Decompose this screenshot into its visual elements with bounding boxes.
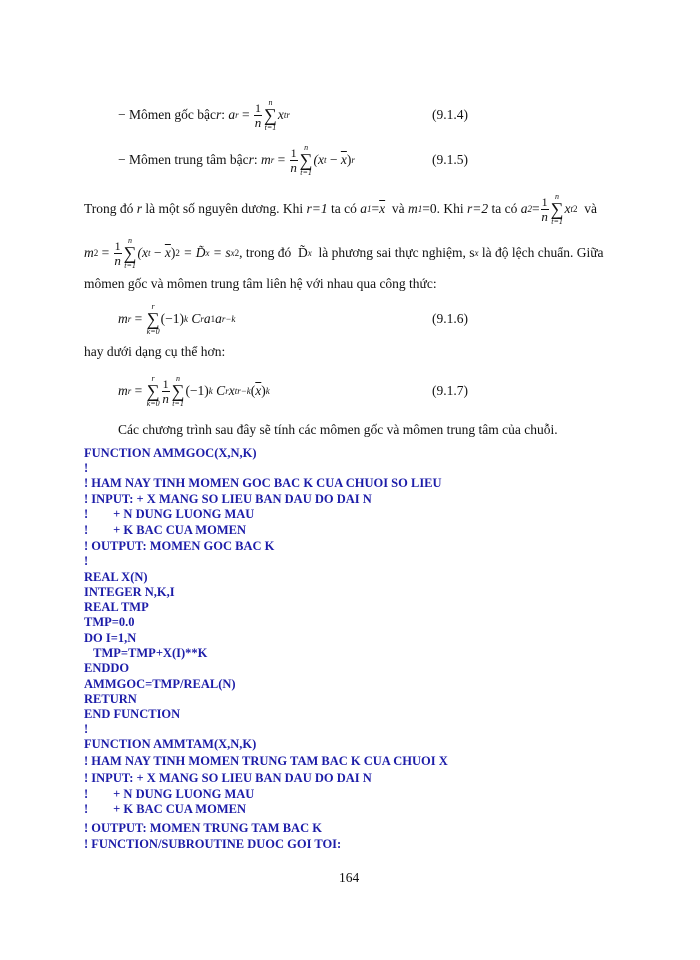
fraction [114,240,122,267]
code-line: ENDDO [84,661,130,675]
paragraph-line-5: Các chương trình sau đây sẽ tính các mômen gốc và mômen trung tâm của chuỗi. [118,422,558,437]
t: x [228,383,235,398]
eq-lhs: m [261,152,271,167]
sum-sign: n ∑ t=1 [171,373,185,408]
eq-body: x [277,107,284,122]
paragraph-line-4: hay dưới dạng cụ thể hơn: [84,344,226,359]
t: x [230,248,235,258]
frac-den: n [162,390,169,406]
sum-top: n [555,191,560,201]
eq-body: (x [313,152,324,167]
t: = [532,201,540,216]
equals: = [274,152,289,167]
t: = D̃ [179,245,206,260]
sum-top: r [151,373,155,383]
code-line: ! HAM NAY TINH MOMEN TRUNG TAM BAC K CUA CHUOI X [84,754,448,768]
eq-paren: ) [346,152,352,167]
sum-sign: r ∑ k=0 [146,373,160,408]
fraction [162,378,170,405]
t: r [200,314,204,324]
eq-body: (−1) [160,311,184,326]
t: $\overline{x}$ [164,245,171,260]
sum-bot: t=1 [172,398,184,408]
paragraph-line-1 [84,190,597,228]
t: $\overline{x}$ [379,201,386,216]
t: 2 [527,204,532,214]
sum-top: n [304,142,309,152]
frac-num: 1 [541,194,548,209]
eq-body-sup: r [351,155,355,165]
t: a [360,201,367,216]
code-line: ! FUNCTION/SUBROUTINE DUOC GOI TOI: [84,837,342,851]
t: là phương sai thực nghiệm, s [311,245,475,260]
sum-sign: n ∑ t=1 [299,142,313,177]
t: t [570,204,573,214]
eq-label: − Mômen gốc bậc [118,107,216,122]
t: =0. Khi [422,201,467,216]
t: m [408,201,418,216]
t: r=2 [467,201,489,216]
eq-lhs: m [118,383,128,398]
eq-lhs: a [228,107,236,122]
t: k [183,314,188,324]
eq-body-sup: r [286,110,290,120]
eq-lhs: m [118,311,128,326]
t: (x [137,245,148,260]
code-line: ! + K BAC CUA MOMEN [84,802,246,816]
sum-top: n [268,97,273,107]
code-line: ! [84,722,89,736]
code-line: TMP=0.0 [84,615,135,629]
text-run [84,201,521,217]
t: là một số nguyên dương. Khi [142,201,307,216]
eq-xbar: $\overline{x}$ [340,152,347,167]
sum-bot: t=1 [300,167,312,177]
code-line: FUNCTION AMMTAM(X,N,K) [84,737,257,751]
t: − [150,245,165,260]
t: x [205,248,210,258]
t: r [136,201,143,216]
t: a [520,201,528,216]
equation-number: (9.1.4) [432,107,468,122]
t: 1 [367,204,372,214]
t: a [215,311,222,326]
sum-bot: k=0 [146,398,160,408]
paren: ( [250,383,256,398]
t: C [216,383,226,398]
frac-num: 1 [114,238,121,253]
t: ta có [488,201,521,216]
frac-num: 1 [290,145,297,160]
t: k [208,386,213,396]
sum-bot: k=0 [146,326,160,336]
code-line: ! + N DUNG LUONG MAU [84,507,255,521]
code-line: ! + K BAC CUA MOMEN [84,523,246,537]
code-line: DO I=1,N [84,631,137,645]
equation-number: (9.1.7) [432,383,468,398]
sum-top: n [128,235,133,245]
frac-den: n [541,208,548,224]
eq-var: r [215,107,222,122]
t: r [225,386,229,396]
t: $\overline{x}$ [255,383,262,398]
t: C [191,311,201,326]
frac-den: n [254,114,262,130]
inline-formula: a 2 = $\frac{1}{n}$ n ∑ t=1 x t 2 và [520,191,597,226]
eq-body-sub: t [323,155,327,165]
sum-bot: t=1 [264,122,277,132]
eq-sub: r [127,386,132,396]
paragraph-line-3: mômen gốc và mômen trung tâm liên hệ với nhau qua công thức: [84,276,437,291]
frac-den: n [114,252,121,268]
t: , trong đó D̃ [239,245,308,260]
fraction [290,147,298,174]
t: k [265,386,270,396]
t: x [564,201,571,216]
t: 1 [417,204,423,214]
sum-sign: n ∑ t=1 [264,97,277,132]
eq-sub: r [127,314,132,324]
sum-bot: t=1 [124,260,136,270]
code-line: ! INPUT: + X MANG SO LIEU BAN DAU DO DAI N [84,492,372,506]
code-line: ! HAM NAY TINH MOMEN GOC BAC K CUA CHUOI SO LIEU [84,476,442,490]
equals: = [131,311,146,326]
equals: = [131,383,146,398]
t: = [98,245,113,260]
eq-var: r [248,152,254,167]
equation-9-1-5 [118,141,355,179]
t: x [474,248,479,258]
eq-body-sub: t [283,110,287,120]
t: t [147,248,151,258]
t: và [577,201,597,216]
eq-sub: r [235,110,239,120]
code-line: RETURN [84,692,137,706]
equation-9-1-4 [118,96,290,134]
t: r−k [237,386,251,396]
code-line: END FUNCTION [84,707,181,721]
sum-bot: t=1 [551,216,563,226]
paragraph-line-2: m 2 = $\frac{1}{n}$ n ∑ t=1 (x t − $\overline{x}$ ) 2 = D̃ x = s x 2 , trong đó D̃ x là phương sai thực nghiệm, s x là độ lệch chuẩn. Giữa [84,235,604,270]
sum-top: n [176,373,181,383]
t: = s [209,245,231,260]
page-number: 164 [339,870,360,885]
eq-label: − Mômen trung tâm bậc [118,152,249,167]
code-line: TMP=TMP+X(I)**K [84,646,208,660]
sum-sign: n ∑ t=1 [123,235,137,270]
t: r−k [221,314,236,324]
code-line: ! INPUT: + X MANG SO LIEU BAN DAU DO DAI N [84,771,372,785]
colon: : [253,152,261,167]
t: ) [170,245,176,260]
sum-sign: r ∑ k=0 [146,301,160,336]
t: Trong đó [84,201,137,216]
frac-den: n [290,159,297,175]
eq-sub: r [270,155,275,165]
equation-9-1-6: m r = r ∑ k=0 (−1) k C r a 1 a r−k [118,301,236,336]
sum-sign: n ∑ t=1 [550,191,564,226]
code-line: INTEGER N,K,I [84,585,175,599]
code-line: ! OUTPUT: MOMEN GOC BAC K [84,539,275,553]
equation-number: (9.1.6) [432,311,468,326]
fraction [254,102,262,129]
code-line: ! [84,554,89,568]
eq-body: (−1) [185,383,209,398]
code-line: AMMGOC=TMP/REAL(N) [84,677,236,691]
code-line: ! OUTPUT: MOMEN TRUNG TAM BAC K [84,821,322,835]
code-line: REAL X(N) [84,570,148,584]
t: r=1 [306,201,328,216]
code-line: REAL TMP [84,600,149,614]
equation-9-1-7 [118,368,270,414]
t: t [234,386,238,396]
t: m [84,245,94,260]
t: là độ lệch chuẩn. Giữa [478,245,604,260]
code-line: ! + N DUNG LUONG MAU [84,787,255,801]
code-line: FUNCTION AMMGOC(X,N,K) [84,446,257,460]
equals: = [238,107,254,122]
t: và [385,201,408,216]
eq-minus: − [326,152,341,167]
t: x [307,248,312,258]
t: = [371,201,380,216]
code-line: ! [84,461,89,475]
frac-num: 1 [255,100,262,115]
t: a [203,311,211,326]
fraction [541,196,549,223]
sum-top: r [151,301,155,311]
equation-number: (9.1.5) [432,152,468,167]
t: ta có [327,201,361,216]
colon: : [221,107,229,122]
paren: ) [261,383,266,398]
frac-num: 1 [162,376,169,391]
